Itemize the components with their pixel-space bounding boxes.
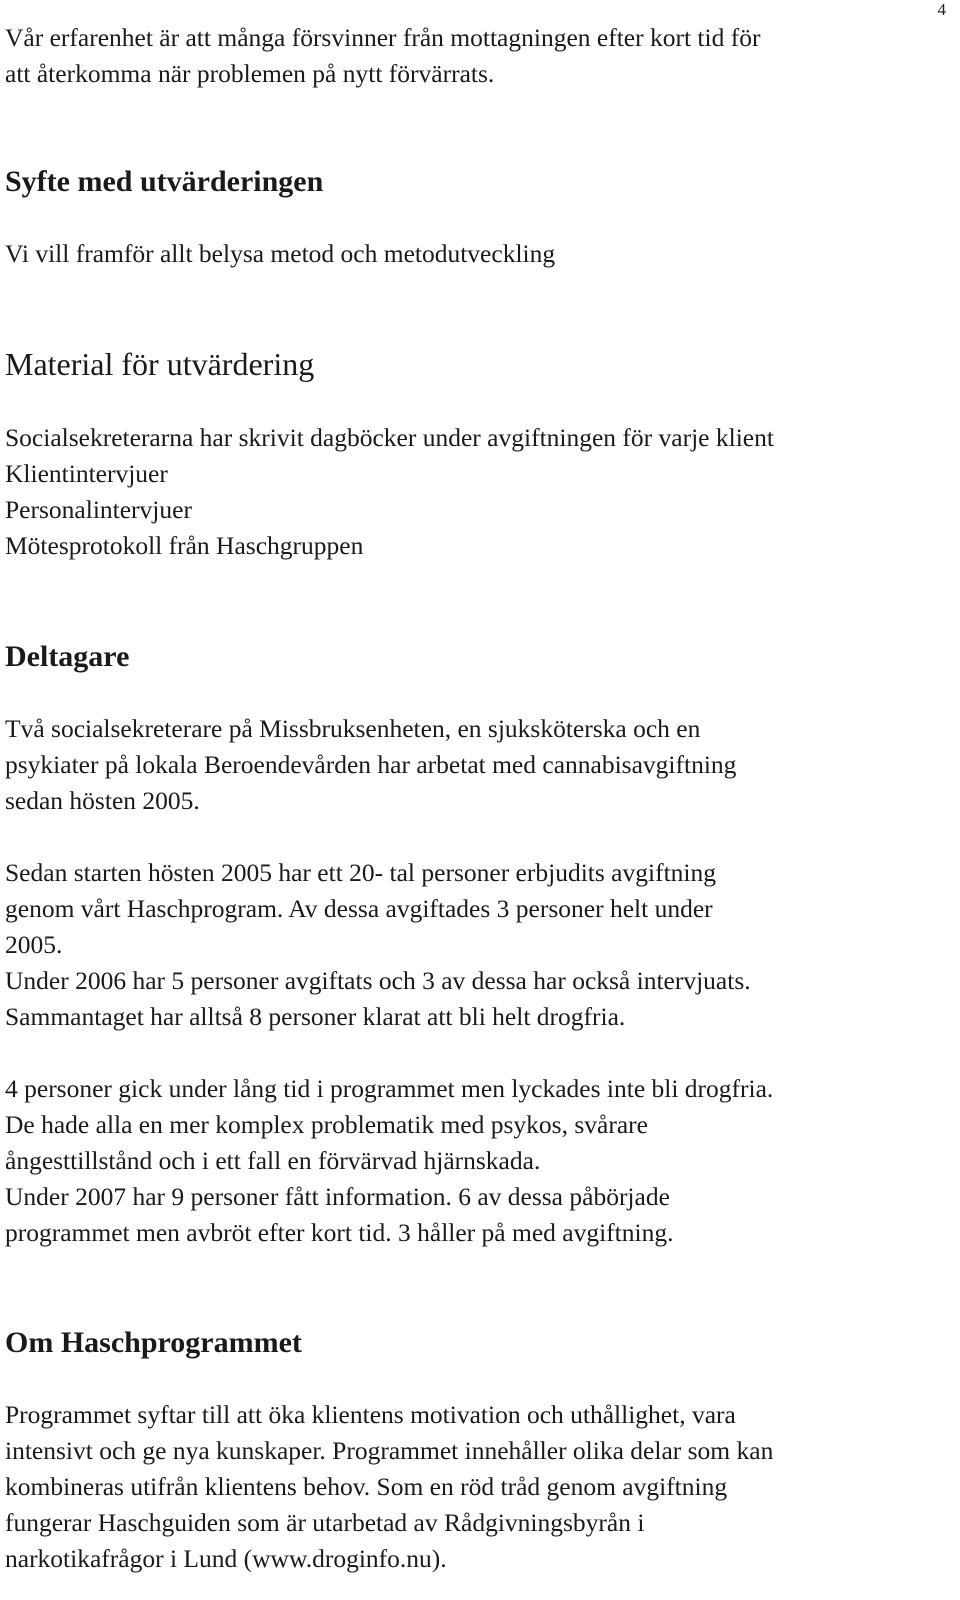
material-list bbox=[5, 420, 950, 564]
text-line: Personalintervjuer bbox=[5, 495, 192, 524]
intro-paragraph bbox=[5, 20, 950, 92]
text-line: Programmet syftar till att öka klientens motivation och uthållighet, vara bbox=[5, 1400, 736, 1429]
deltagare-paragraph-1 bbox=[5, 711, 950, 819]
text-line: kombineras utifrån klientens behov. Som en röd tråd genom avgiftning bbox=[5, 1472, 728, 1501]
text-line: intensivt och ge nya kunskaper. Programmet innehåller olika delar som kan bbox=[5, 1436, 774, 1465]
text-line: programmet men avbröt efter kort tid. 3 håller på med avgiftning. bbox=[5, 1218, 674, 1247]
deltagare-paragraph-3 bbox=[5, 1071, 950, 1251]
text-line: ångesttillstånd och i ett fall en förvärvad hjärnskada. bbox=[5, 1146, 541, 1175]
text-line: Socialsekreterarna har skrivit dagböcker under avgiftningen för varje klient bbox=[5, 423, 774, 452]
text-line: psykiater på lokala Beroendevården har arbetat med cannabisavgiftning bbox=[5, 750, 737, 779]
heading-syfte: Syfte med utvärderingen bbox=[5, 165, 324, 198]
heading-material: Material för utvärdering bbox=[5, 346, 315, 382]
text-line: narkotikafrågor i Lund (www.droginfo.nu). bbox=[5, 1544, 447, 1573]
text-line: genom vårt Haschprogram. Av dessa avgiftades 3 personer helt under bbox=[5, 894, 713, 923]
deltagare-paragraph-2 bbox=[5, 855, 950, 1035]
page-number: 4 bbox=[937, 0, 946, 19]
document-body bbox=[5, 20, 950, 1577]
text-line: Sammantaget har alltså 8 personer klarat att bli helt drogfria. bbox=[5, 1002, 626, 1031]
text-line: Under 2006 har 5 personer avgiftats och 3 av dessa har också intervjuats. bbox=[5, 966, 751, 995]
text-line: Mötesprotokoll från Haschgruppen bbox=[5, 531, 364, 560]
text-line: fungerar Haschguiden som är utarbetad av Rådgivningsbyrån i bbox=[5, 1508, 645, 1537]
heading-om-haschprogrammet: Om Haschprogrammet bbox=[5, 1326, 302, 1359]
text-line: att återkomma när problemen på nytt förvärrats. bbox=[5, 59, 495, 88]
text-line: Klientintervjuer bbox=[5, 459, 168, 488]
text-line: Under 2007 har 9 personer fått information. 6 av dessa påbörjade bbox=[5, 1182, 670, 1211]
text-line: De hade alla en mer komplex problematik med psykos, svårare bbox=[5, 1110, 648, 1139]
text-line: 2005. bbox=[5, 930, 63, 959]
text-line: Vi vill framför allt belysa metod och metodutveckling bbox=[5, 239, 556, 268]
syfte-text bbox=[5, 236, 950, 272]
text-line: 4 personer gick under lång tid i programmet men lyckades inte bli drogfria. bbox=[5, 1074, 774, 1103]
heading-deltagare: Deltagare bbox=[5, 640, 130, 673]
text-line: sedan hösten 2005. bbox=[5, 786, 200, 815]
om-paragraph bbox=[5, 1397, 950, 1577]
text-line: Vår erfarenhet är att många försvinner från mottagningen efter kort tid för bbox=[5, 23, 761, 52]
text-line: Sedan starten hösten 2005 har ett 20- tal personer erbjudits avgiftning bbox=[5, 858, 716, 887]
text-line: Två socialsekreterare på Missbruksenheten, en sjuksköterska och en bbox=[5, 714, 701, 743]
